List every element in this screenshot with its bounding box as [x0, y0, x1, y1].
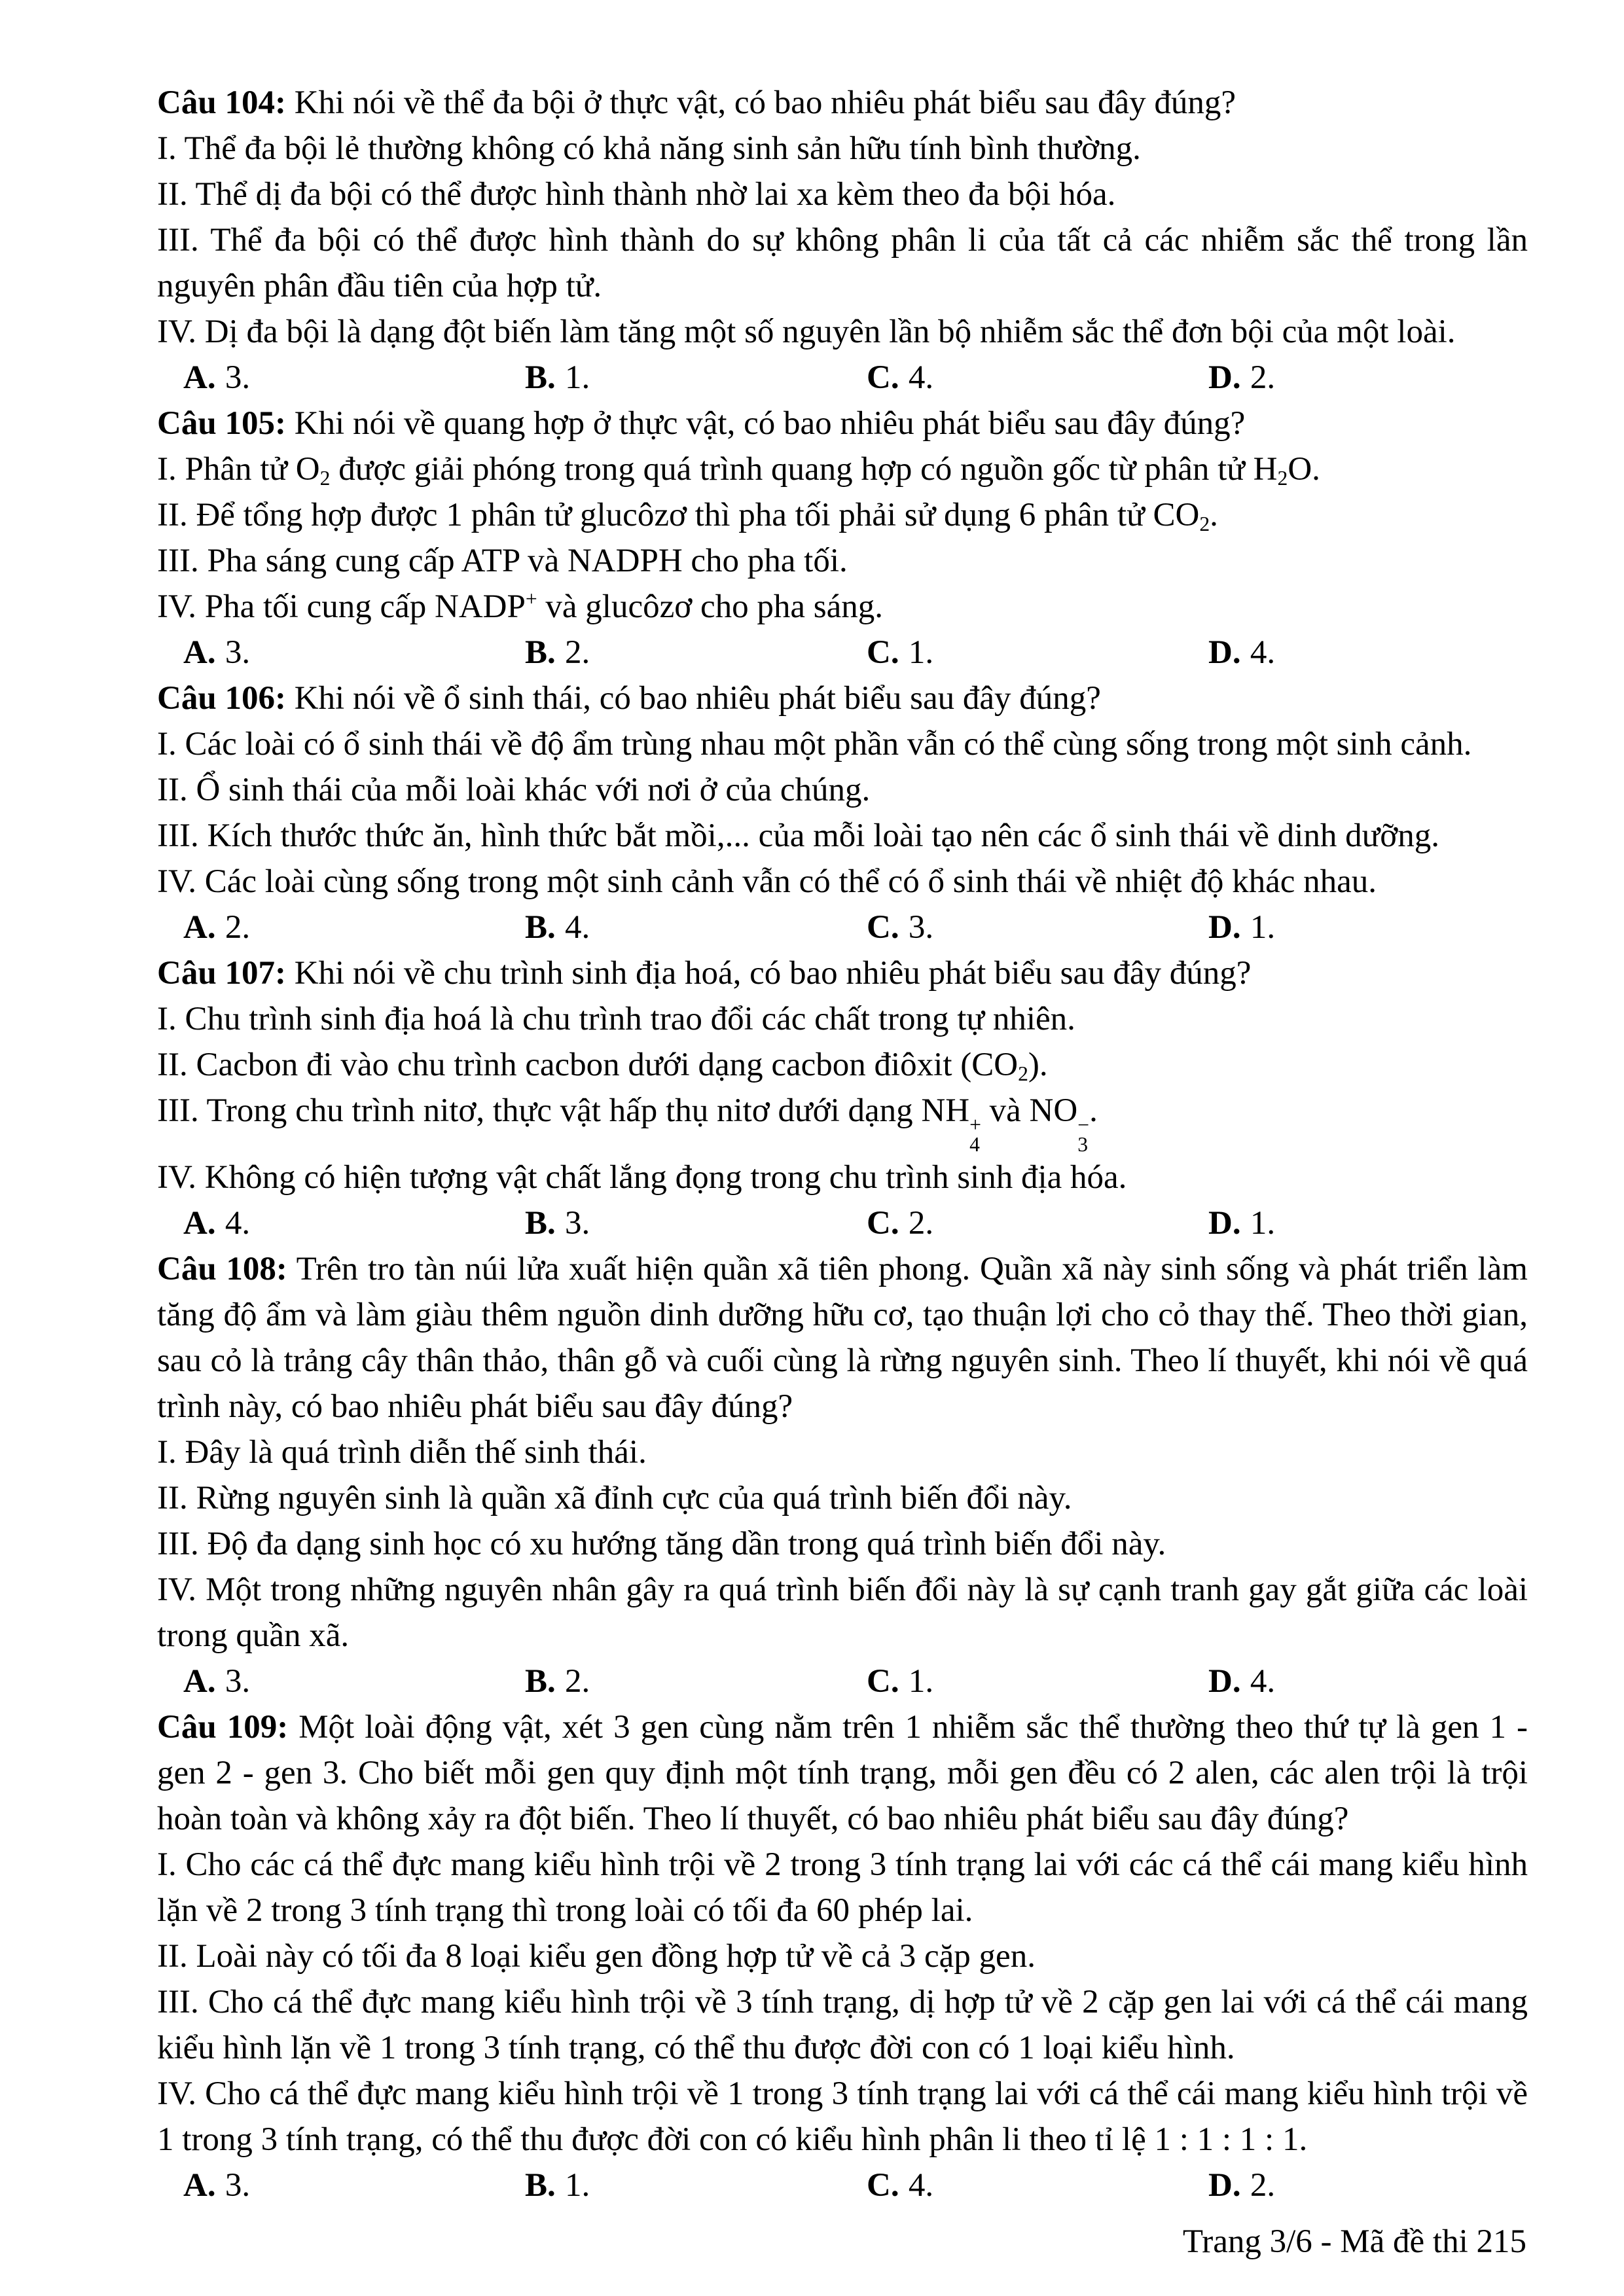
option — [1208, 355, 1275, 401]
subscript: 2 — [1018, 1062, 1028, 1085]
option-letter: B. — [525, 634, 556, 671]
option — [525, 630, 867, 675]
option-value: 1. — [1250, 909, 1276, 946]
statement: I. Đây là quá trình diễn thế sinh thái. — [157, 1433, 647, 1471]
option-value: 3. — [225, 634, 251, 671]
option-value: 1. — [565, 2166, 590, 2204]
statement: IV. Không có hiện tượng vật chất lắng đọng trong chu trình sinh địa hóa. — [157, 1158, 1127, 1196]
question-number: Câu 105: — [157, 405, 286, 442]
statement: II. Rừng nguyên sinh là quần xã đỉnh cực của quá trình biến đổi này. — [157, 1479, 1072, 1516]
option-value: 4. — [1250, 1662, 1276, 1700]
option — [867, 1659, 1208, 1704]
statement: III. Pha sáng cung cấp ATP và NADPH cho pha tối. — [157, 543, 848, 579]
option — [525, 1659, 867, 1704]
statement: I. Phân tử $O_2$ được giải phóng trong quá trình quang hợp có nguồn gốc từ phân tử $H_2O$. — [157, 451, 1320, 490]
option-value: 3. — [225, 1662, 251, 1700]
option-letter: A. — [183, 359, 216, 396]
option — [525, 1200, 867, 1246]
option — [867, 630, 1208, 675]
option — [867, 1200, 1208, 1246]
option-value: 4. — [908, 359, 934, 396]
options-row — [157, 1659, 1528, 1704]
option — [1208, 905, 1275, 950]
option — [525, 905, 867, 950]
questions-list — [157, 80, 1528, 2208]
option-letter: D. — [1208, 2166, 1241, 2204]
option-value: 1. — [565, 359, 590, 396]
option — [183, 355, 525, 401]
options-row — [157, 355, 1528, 401]
option-letter: A. — [183, 909, 216, 946]
question-number: Câu 108: — [157, 1250, 287, 1287]
statement: I. Cho các cá thể đực mang kiểu hình trội về 2 trong 3 tính trạng lai với các cá thể cái mang kiểu hình lặn về 2 trong 3 tính trạng thì trong loài có tối đa 60 phép lai. — [157, 1846, 1528, 1929]
statement: IV. Dị đa bội là dạng đột biến làm tăng một số nguyên lần bộ nhiễm sắc thể đơn bội của một loài. — [157, 314, 1456, 350]
option — [867, 905, 1208, 950]
option-letter: B. — [525, 2166, 556, 2204]
statement: II. Loài này có tối đa 8 loại kiểu gen đồng hợp tử về cả 3 cặp gen. — [157, 1937, 1036, 1975]
option-value: 3. — [908, 909, 934, 946]
subscript: 2 — [319, 466, 331, 490]
question-heading: Câu 109: Một loài động vật, xét 3 gen cùng nằm trên 1 nhiễm sắc thể thường theo thứ tự là gen 1 - gen 2 - gen 3. Cho biết mỗi gen quy định một tính trạng, mỗi gen đều có 2 alen, các alen trội là trội hoàn toàn và không xảy ra đột biến. Theo lí thuyết, có bao nhiêu phát biểu sau đây đúng? — [157, 1708, 1528, 1837]
stacked-sub-superscript: + 4 — [969, 1113, 981, 1156]
option — [867, 355, 1208, 401]
question-heading: Câu 107: Khi nói về chu trình sinh địa hoá, có bao nhiêu phát biểu sau đây đúng? — [157, 955, 1252, 992]
option-value: 2. — [565, 634, 590, 671]
option — [1208, 2162, 1275, 2208]
question-heading: Câu 108: Trên tro tàn núi lửa xuất hiện quần xã tiên phong. Quần xã này sinh sống và phát triển làm tăng độ ẩm và làm giàu thêm nguồn dinh dưỡng hữu cơ, tạo thuận lợi cho cỏ thay thế. Theo thời gian, sau cỏ là trảng cây thân thảo, thân gỗ và cuối cùng là rừng nguyên sinh. Theo lí thuyết, khi nói về quá trình này, có bao nhiêu phát biểu sau đây đúng? — [157, 1250, 1528, 1425]
question-heading: Câu 104: Khi nói về thể đa bội ở thực vật, có bao nhiêu phát biểu sau đây đúng? — [157, 84, 1236, 121]
option-value: 4. — [565, 909, 590, 946]
option-value: 2. — [565, 1662, 590, 1700]
statement: III. Trong chu trình nitơ, thực vật hấp thụ nitơ dưới dạng NH + 4 và NO − 3 . — [157, 1092, 1098, 1156]
option-value: 4. — [225, 1204, 251, 1242]
options-row — [157, 905, 1528, 950]
option — [525, 355, 867, 401]
statement: IV. Các loài cùng sống trong một sinh cảnh vẫn có thể có ổ sinh thái về nhiệt độ khác nhau. — [157, 863, 1377, 900]
option-value: 3. — [225, 2166, 251, 2204]
option-value: 2. — [908, 1204, 934, 1242]
option-value: 2. — [1250, 2166, 1276, 2204]
statement: I. Chu trình sinh địa hoá là chu trình trao đổi các chất trong tự nhiên. — [157, 1001, 1075, 1037]
option-letter: A. — [183, 1204, 216, 1242]
page-footer: Trang 3/6 - Mã đề thi 215 — [1182, 2223, 1526, 2260]
statement: IV. Pha tối cung cấp NADP+ và glucôzơ cho pha sáng. — [157, 587, 883, 625]
option — [867, 2162, 1208, 2208]
option — [1208, 1200, 1275, 1246]
option-letter: B. — [525, 1662, 556, 1700]
statement: II. Ổ sinh thái của mỗi loài khác với nơi ở của chúng. — [157, 772, 871, 808]
option-letter: D. — [1208, 634, 1241, 671]
option — [525, 2162, 867, 2208]
statement: II. Cacbon đi vào chu trình cacbon dưới dạng cacbon điôxit $(CO_2)$. — [157, 1047, 1048, 1085]
options-row — [157, 2162, 1528, 2208]
option — [1208, 630, 1275, 675]
option-letter: A. — [183, 2166, 216, 2204]
option-value: 4. — [1250, 634, 1276, 671]
statement: III. Kích thước thức ăn, hình thức bắt mồi,... của mỗi loài tạo nên các ổ sinh thái về dinh dưỡng. — [157, 817, 1439, 854]
question-number: Câu 109: — [157, 1708, 289, 1746]
option — [183, 905, 525, 950]
option-value: 1. — [908, 634, 934, 671]
option-letter: D. — [1208, 1204, 1241, 1242]
subscript: 2 — [1199, 512, 1210, 535]
option — [183, 1659, 525, 1704]
option-letter: C. — [867, 359, 899, 396]
option-letter: C. — [867, 909, 899, 946]
question-heading: Câu 105: Khi nói về quang hợp ở thực vật, có bao nhiêu phát biểu sau đây đúng? — [157, 405, 1246, 442]
option-value: 4. — [908, 2166, 934, 2204]
stacked-sub-superscript: − 3 — [1077, 1113, 1090, 1156]
option-value: 3. — [225, 359, 251, 396]
option-letter: A. — [183, 1662, 216, 1700]
option-value: 2. — [1250, 359, 1276, 396]
statement: III. Cho cá thể đực mang kiểu hình trội về 3 tính trạng, dị hợp tử về 2 cặp gen lai với cá thể cái mang kiểu hình lặn về 1 trong 3 tính trạng, có thể thu được đời con có 1 loại kiểu hình. — [157, 1983, 1528, 2066]
question-number: Câu 107: — [157, 955, 286, 992]
statement: IV. Cho cá thể đực mang kiểu hình trội về 1 trong 3 tính trạng lai với cá thể cái mang kiểu hình trội về 1 trong 3 tính trạng, có thể thu được đời con có kiểu hình phân li theo tỉ lệ 1 : 1 : 1 : 1. — [157, 2075, 1528, 2158]
option-letter: D. — [1208, 359, 1241, 396]
options-row — [157, 630, 1528, 675]
option-letter: C. — [867, 1204, 899, 1242]
statement: II. Thể dị đa bội có thể được hình thành nhờ lai xa kèm theo đa bội hóa. — [157, 176, 1116, 213]
option-letter: D. — [1208, 909, 1241, 946]
question-number: Câu 104: — [157, 84, 286, 121]
option — [183, 2162, 525, 2208]
option-letter: A. — [183, 634, 216, 671]
option-letter: B. — [525, 1204, 556, 1242]
option-letter: C. — [867, 634, 899, 671]
question-heading: Câu 106: Khi nói về ổ sinh thái, có bao nhiêu phát biểu sau đây đúng? — [157, 680, 1101, 717]
statement: IV. Một trong những nguyên nhân gây ra quá trình biến đổi này là sự cạnh tranh gay gắt giữa các loài trong quần xã. — [157, 1571, 1528, 1654]
option-letter: C. — [867, 1662, 899, 1700]
superscript: + — [525, 587, 537, 611]
option-value: 2. — [225, 909, 251, 946]
statement: III. Thể đa bội có thể được hình thành do sự không phân li của tất cả các nhiễm sắc thể trong lần nguyên phân đầu tiên của hợp tử. — [157, 222, 1528, 304]
option-letter: B. — [525, 359, 556, 396]
question-number: Câu 106: — [157, 680, 286, 717]
statement: III. Độ đa dạng sinh học có xu hướng tăng dần trong quá trình biến đổi này. — [157, 1525, 1166, 1562]
option-value: 1. — [908, 1662, 934, 1700]
options-row — [157, 1200, 1528, 1246]
option — [183, 630, 525, 675]
statement: I. Thể đa bội lẻ thường không có khả năng sinh sản hữu tính bình thường. — [157, 130, 1141, 167]
statement: I. Các loài có ổ sinh thái về độ ẩm trùng nhau một phần vẫn có thể cùng sống trong một sinh cảnh. — [157, 726, 1472, 762]
option-value: 3. — [565, 1204, 590, 1242]
option — [183, 1200, 525, 1246]
option-letter: D. — [1208, 1662, 1241, 1700]
option-letter: C. — [867, 2166, 899, 2204]
statement: II. Để tổng hợp được 1 phân tử glucôzơ thì pha tối phải sử dụng 6 phân tử $CO_2$. — [157, 497, 1218, 535]
option-value: 1. — [1250, 1204, 1276, 1242]
option-letter: B. — [525, 909, 556, 946]
subscript: 2 — [1277, 466, 1288, 490]
option — [1208, 1659, 1275, 1704]
